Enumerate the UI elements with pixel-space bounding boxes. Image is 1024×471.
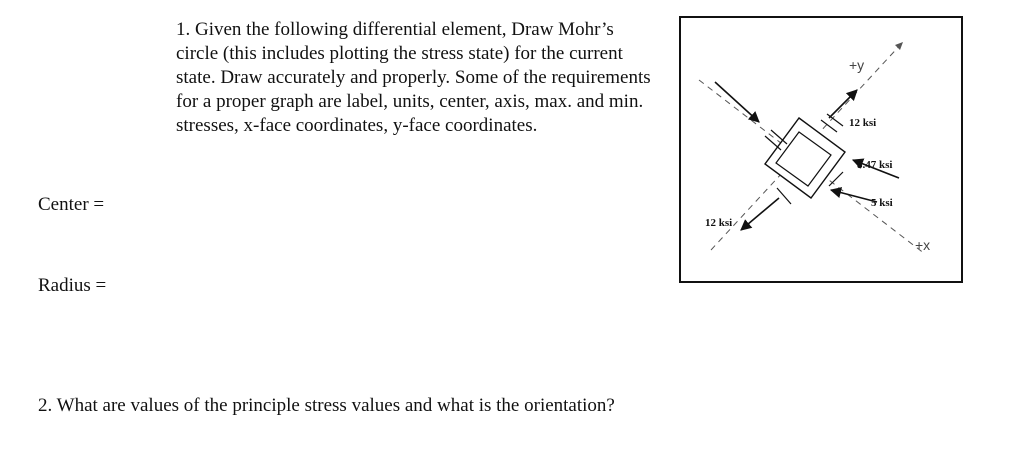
stress-arrow-upper-left [715, 82, 759, 122]
stress-element-diagram [681, 18, 961, 281]
shear-tick-upper-left-2 [765, 136, 781, 150]
stress-label-bottom-left: 12 ksi [705, 217, 733, 229]
stress-arrow-lower-left [741, 198, 779, 230]
question-2-text: 2. What are values of the principle stress values and what is the orientation? [38, 395, 615, 416]
stress-label-shear: 8.47 ksi [857, 159, 893, 171]
stress-element-figure [679, 16, 963, 283]
shear-tick-lower-left [777, 188, 791, 204]
shear-tick-lower-right [829, 172, 843, 186]
axis-x-label: +x [915, 237, 931, 253]
shear-tick-upper-right [821, 120, 837, 132]
center-answer-field: Center = [38, 194, 105, 215]
stress-label-bottom-right: 5 ksi [871, 197, 893, 209]
axis-y-label: +y [849, 57, 865, 73]
stress-label-top-right: 12 ksi [849, 117, 877, 129]
axis-y-arrowhead [895, 42, 903, 50]
stress-arrow-top-right [829, 90, 857, 118]
shear-tick-upper-right-2 [827, 114, 843, 126]
question-1-text: 1. Given the following differential element, Draw Mohr’s circle (this includes plotting the stress state) for the current state. Draw accurately and properly. Some of the requirements for a proper graph are label, units, center, axis, max. and min. stresses, x-face coordinates, y-face coordinates. [176, 19, 651, 136]
radius-answer-field: Radius = [38, 275, 107, 296]
element-square [765, 118, 845, 198]
